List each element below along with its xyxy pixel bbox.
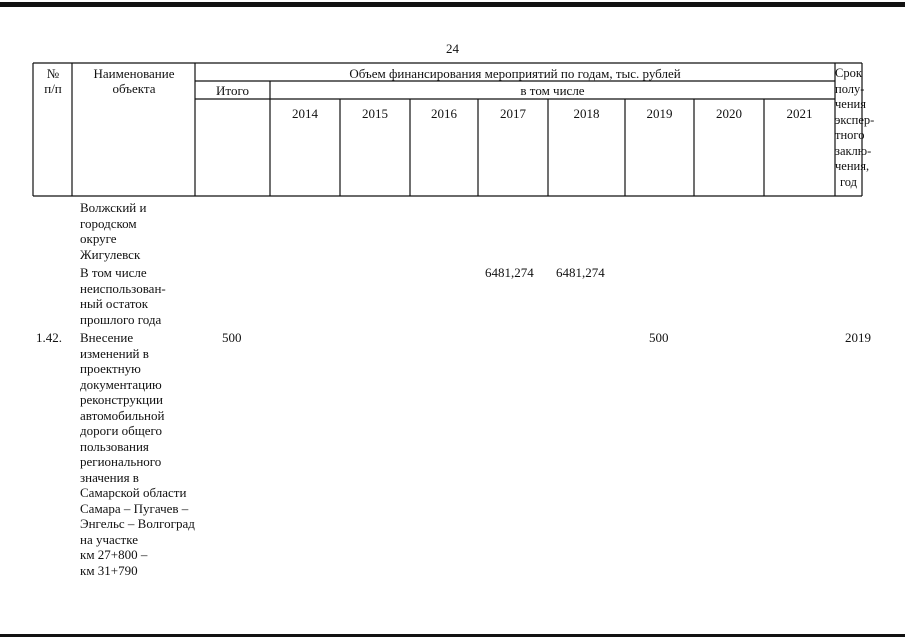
name-line: неиспользован- [80, 280, 166, 296]
name-line: ный остаток [80, 296, 149, 311]
row-3-total: 500 [222, 330, 242, 345]
name-line: км 31+790 [80, 562, 138, 578]
name-line: округе [80, 231, 117, 246]
name-line: реконструкции [80, 392, 164, 407]
name-line: В том числе [80, 265, 147, 280]
name-line: городском [80, 215, 137, 231]
name-line: Энгельс – Волгоград [80, 516, 195, 531]
row-1-name [80, 200, 146, 262]
row-3-number: 1.42. [36, 330, 62, 345]
row-3-term: 2019 [845, 330, 871, 345]
header-year-2017: 2017 [500, 106, 526, 121]
name-line: изменений в [80, 345, 149, 361]
name-line: документацию [80, 376, 162, 392]
header-term-line: заклю- [835, 143, 872, 158]
name-line: прошлого года [80, 311, 162, 327]
header-term-line: Срок [835, 66, 862, 80]
header-total: Итого [216, 83, 249, 98]
name-line: регионального [80, 454, 162, 469]
header-term [835, 66, 875, 190]
header-term-line: тного [835, 128, 865, 142]
header-year-2016: 2016 [431, 106, 457, 121]
header-term-line: полу- [835, 81, 865, 96]
name-line: Самара – Пугачев – [80, 500, 189, 516]
name-line: на участке [80, 531, 138, 547]
header-term-line: чения [835, 97, 866, 111]
name-line: км 27+800 – [80, 547, 148, 562]
page-number: 24 [446, 41, 459, 56]
name-line: значения в [80, 469, 139, 485]
name-line: пользования [80, 438, 149, 454]
row-3-name [80, 330, 195, 578]
row-2-value-2018: 6481,274 [556, 265, 605, 280]
header-year-2021: 2021 [786, 106, 813, 121]
name-line: Жигулевск [80, 246, 141, 262]
header-term-line: год [839, 174, 858, 189]
header-term-line: чения, [835, 159, 870, 173]
header-year-2014: 2014 [292, 106, 318, 121]
header-year-2015: 2015 [362, 106, 388, 121]
header-year-2020: 2020 [716, 106, 742, 121]
header-term-line: экспер- [835, 112, 875, 127]
header-num-text: № п/п [44, 66, 62, 96]
row-3-value-2019: 500 [649, 330, 669, 345]
header-including: в том числе [520, 83, 585, 98]
name-line: проектную [80, 361, 141, 376]
header-year-2018: 2018 [573, 106, 600, 121]
name-line: Внесение [80, 330, 134, 345]
header-funding: Объем финансирования мероприятий по годам, тыс. рублей [349, 66, 681, 81]
name-line: Волжский и [80, 200, 147, 215]
header-num [34, 66, 72, 96]
row-2-name [80, 265, 166, 327]
header-name [73, 66, 195, 96]
name-line: дороги общего [80, 423, 163, 438]
name-line: автомобильной [80, 407, 165, 423]
header-year-2019: 2019 [646, 106, 673, 121]
header-name-text: Наименование объекта [93, 66, 175, 96]
name-line: Самарской области [80, 485, 187, 500]
row-2-value-2017: 6481,274 [485, 265, 534, 280]
